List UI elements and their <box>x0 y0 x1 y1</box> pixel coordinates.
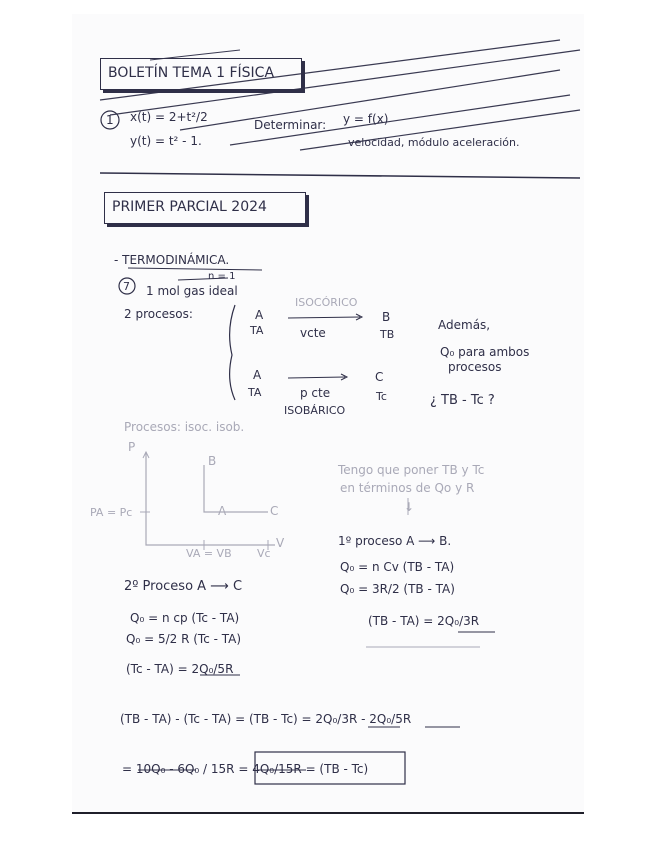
vc-label: Vc <box>257 547 271 560</box>
process1-title: 1º proceso A ⟶ B. <box>338 534 452 548</box>
q-both-1: Q₀ para ambos <box>440 345 530 359</box>
temp-a2: TA <box>248 386 262 399</box>
item-number: 7 <box>123 280 130 293</box>
q2-b: Q₀ = 5/2 R (Tc - TA) <box>126 632 242 646</box>
tc-ta: (Tc - TA) = 2Q₀/5R <box>126 662 234 676</box>
v-axis-label: V <box>276 536 285 550</box>
temp-c: Tc <box>376 390 387 403</box>
question: ¿ TB - Tc ? <box>430 393 495 408</box>
temp-b: TB <box>380 328 395 341</box>
diagram-caption: Procesos: isoc. isob. <box>124 420 245 434</box>
exam-title: PRIMER PARCIAL 2024 <box>112 199 267 215</box>
q2-a: Q₀ = n cp (Tc - TA) <box>130 611 240 625</box>
final-line-2: = 10Q₀ - 6Q₀ / 15R = 4Q₀/15R = (TB - Tc) <box>122 762 369 776</box>
gas: 1 mol gas ideal <box>146 284 238 298</box>
determine-item: y = f(x) <box>343 112 389 126</box>
n-note: n = 1 <box>208 271 236 282</box>
ademas: Además, <box>438 318 491 332</box>
determine-label: Determinar: <box>254 118 327 132</box>
determine-rest: velocidad, módulo aceleración. <box>348 136 520 149</box>
arrow-down: ↓ <box>404 500 415 514</box>
tengo-line-1: Tengo que poner TB y Tc <box>338 463 485 477</box>
point-b: B <box>208 454 217 468</box>
pcte-label: p cte <box>300 386 331 400</box>
q1-a: Q₀ = n Cv (TB - TA) <box>340 560 455 574</box>
state-b: B <box>382 310 391 324</box>
bulletin-title: BOLETÍN TEMA 1 FÍSICA <box>108 65 275 81</box>
tb-ta: (TB - TA) = 2Q₀/3R <box>368 614 480 628</box>
pa-pc-label: PA = Pc <box>90 506 133 519</box>
problem-number: 1 <box>106 113 114 127</box>
tengo-line-2: en términos de Qo y R <box>340 481 475 495</box>
q-both-2: procesos <box>448 360 502 374</box>
state-c: C <box>375 370 384 384</box>
isocoric-label: ISOCÓRICO <box>295 296 358 309</box>
point-c: C <box>270 504 279 518</box>
temp-a1: TA <box>250 324 264 337</box>
va-vb-label: VA = VB <box>186 547 232 560</box>
final-line-1: (TB - TA) - (Tc - TA) = (TB - Tc) = 2Q₀/3R - 2Q₀/5R <box>120 712 412 726</box>
eq-x: x(t) = 2+t²/2 <box>130 110 208 124</box>
topic: - TERMODINÁMICA. <box>114 253 230 267</box>
process2-title: 2º Proceso A ⟶ C <box>124 579 243 594</box>
eq-y: y(t) = t² - 1. <box>130 134 202 148</box>
p-axis-label: P <box>128 440 136 454</box>
state-a2: A <box>253 368 262 382</box>
isobaric-label: ISOBÁRICO <box>284 404 346 417</box>
q1-b: Q₀ = 3R/2 (TB - TA) <box>340 582 455 596</box>
vcte-label: vcte <box>300 326 326 340</box>
state-a1: A <box>255 308 264 322</box>
processes-label: 2 procesos: <box>124 307 193 321</box>
point-a: A <box>218 504 227 518</box>
